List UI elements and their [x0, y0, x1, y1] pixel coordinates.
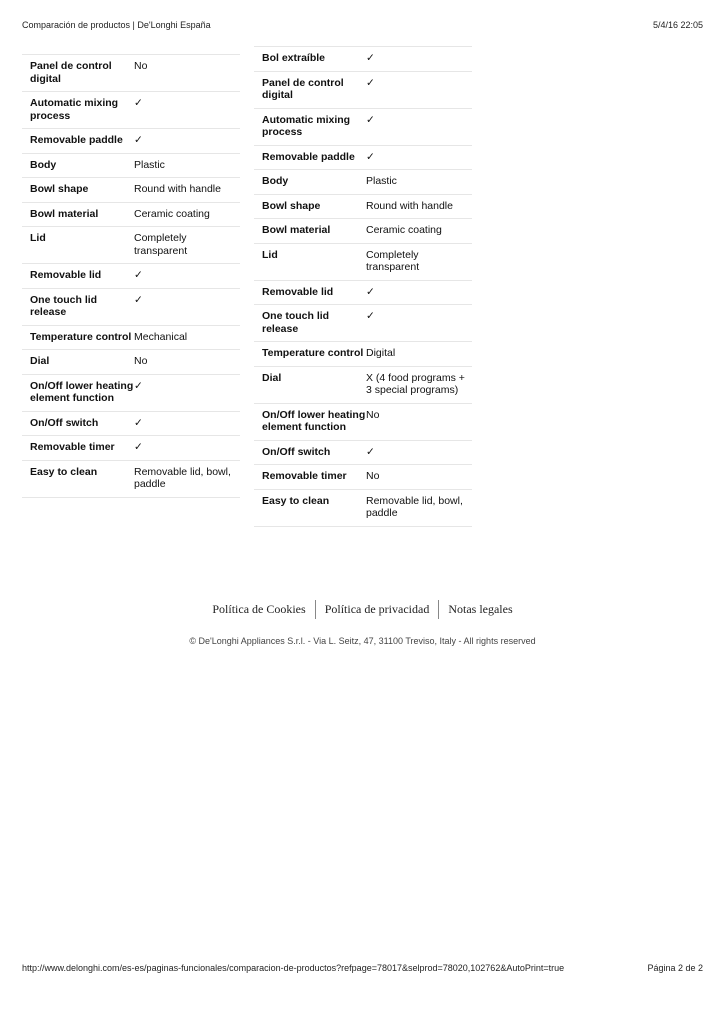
- spec-label: Dial: [262, 371, 282, 384]
- spec-label: Bowl shape: [262, 199, 321, 212]
- spec-label: Easy to clean: [30, 465, 98, 478]
- spec-label: Removable lid: [30, 269, 102, 281]
- spec-row: [254, 441, 472, 466]
- spec-row: [22, 54, 240, 92]
- privacy-policy-link[interactable]: Política de privacidad: [324, 602, 430, 616]
- spec-label: Lid: [30, 232, 46, 244]
- spec-value: ✓: [366, 76, 375, 89]
- spec-value: ✓: [134, 293, 143, 306]
- spec-label: Body: [262, 175, 289, 187]
- legal-notes-link[interactable]: Notas legales: [448, 602, 513, 616]
- spec-label: Easy to clean: [262, 494, 330, 507]
- spec-label: Bol extraíble: [262, 52, 326, 64]
- spec-row: [22, 326, 240, 351]
- copyright-notice: © De'Longhi Appliances S.r.l. - Via L. Seitz, 47, 31100 Treviso, Italy - All rights reserved: [189, 636, 536, 646]
- spec-row: [254, 46, 472, 72]
- spec-label: Body: [30, 158, 57, 171]
- page-title: Comparación de productos | De'Longhi España: [22, 20, 211, 30]
- spec-row: [254, 244, 472, 281]
- spec-row: [254, 367, 472, 404]
- spec-row: [22, 436, 240, 461]
- spec-row: [22, 92, 240, 129]
- spec-row: [254, 72, 472, 109]
- spec-label: Dial: [30, 355, 50, 367]
- spec-value: Digital: [366, 347, 396, 359]
- spec-row: [254, 219, 472, 244]
- spec-label: Panel de control digital: [262, 76, 344, 101]
- spec-label: One touch lid release: [30, 293, 98, 318]
- spec-row: [22, 289, 240, 326]
- spec-label: On/Off switch: [30, 416, 99, 429]
- spec-row: [254, 109, 472, 146]
- spec-value: Mechanical: [134, 330, 188, 343]
- spec-value: Ceramic coating: [366, 224, 442, 236]
- spec-label: On/Off lower heating element function: [30, 379, 134, 404]
- spec-label: Lid: [262, 248, 278, 261]
- spec-value: ✓: [366, 310, 375, 322]
- spec-value: No: [366, 470, 380, 482]
- spec-row: [22, 461, 240, 498]
- spec-row: [254, 465, 472, 490]
- spec-row: [22, 129, 240, 154]
- left-product-spec-table: [22, 54, 240, 498]
- cookies-policy-link[interactable]: Política de Cookies: [212, 602, 306, 616]
- spec-label: Bowl material: [30, 207, 99, 220]
- spec-row: [254, 195, 472, 220]
- spec-label: Removable lid: [262, 285, 334, 298]
- spec-row: [254, 281, 472, 306]
- spec-row: [22, 227, 240, 264]
- print-header: [22, 20, 703, 30]
- spec-value: ✓: [366, 52, 375, 64]
- spec-label: Automatic mixing process: [262, 113, 351, 138]
- spec-label: Temperature control: [262, 347, 364, 359]
- spec-value: ✓: [366, 445, 375, 458]
- spec-row: [254, 170, 472, 195]
- spec-row: [22, 264, 240, 289]
- spec-label: Removable paddle: [262, 150, 355, 163]
- spec-value: Removable lid, bowl, paddle: [134, 465, 231, 490]
- legal-links: [0, 600, 725, 619]
- spec-value: ✓: [134, 416, 143, 429]
- right-product-spec-table: [254, 46, 472, 527]
- spec-row: [22, 154, 240, 179]
- spec-value: Round with handle: [134, 183, 221, 195]
- spec-value: No: [134, 60, 148, 72]
- spec-label: Temperature control: [30, 330, 132, 343]
- spec-label: Panel de control digital: [30, 60, 112, 85]
- spec-label: Removable timer: [262, 470, 347, 482]
- spec-value: ✓: [134, 97, 143, 109]
- spec-value: ✓: [134, 379, 143, 392]
- print-datetime: 5/4/16 22:05: [652, 20, 703, 30]
- spec-value: No: [366, 408, 380, 421]
- page-number: Página 2 de 2: [647, 963, 703, 973]
- spec-row: [22, 178, 240, 203]
- spec-label: One touch lid release: [262, 310, 330, 335]
- spec-row: [254, 342, 472, 367]
- spec-row: [22, 203, 240, 228]
- spec-value: Plastic: [366, 175, 397, 187]
- spec-value: Removable lid, bowl, paddle: [366, 494, 463, 519]
- spec-row: [254, 146, 472, 171]
- page-url: http://www.delonghi.com/es-es/paginas-funcionales/comparacion-de-productos?refpage=78017&selprod=78020,102762&AutoPrint=true: [22, 963, 565, 973]
- spec-label: Removable paddle: [30, 134, 123, 146]
- spec-value: Plastic: [134, 158, 165, 171]
- spec-row: [22, 375, 240, 412]
- spec-label: On/Off lower heating element function: [262, 408, 366, 433]
- spec-row: [254, 490, 472, 527]
- spec-value: ✓: [134, 441, 143, 453]
- spec-value: X (4 food programs + 3 special programs): [366, 371, 465, 396]
- spec-label: Bowl material: [262, 224, 331, 236]
- spec-row: [22, 412, 240, 437]
- spec-label: Bowl shape: [30, 183, 89, 195]
- spec-value: Round with handle: [366, 199, 453, 212]
- spec-value: Completely transparent: [366, 248, 420, 273]
- spec-label: Automatic mixing process: [30, 97, 119, 122]
- spec-row: [22, 350, 240, 375]
- print-footer: [22, 963, 703, 973]
- spec-value: Completely transparent: [134, 232, 188, 257]
- spec-value: No: [134, 355, 148, 367]
- spec-value: ✓: [134, 269, 143, 281]
- spec-value: ✓: [366, 113, 375, 126]
- spec-value: Ceramic coating: [134, 207, 210, 220]
- spec-row: [254, 404, 472, 441]
- spec-label: Removable timer: [30, 441, 115, 453]
- spec-row: [254, 305, 472, 342]
- spec-value: ✓: [366, 150, 375, 163]
- spec-value: ✓: [134, 134, 143, 146]
- spec-value: ✓: [366, 285, 375, 298]
- spec-label: On/Off switch: [262, 445, 331, 458]
